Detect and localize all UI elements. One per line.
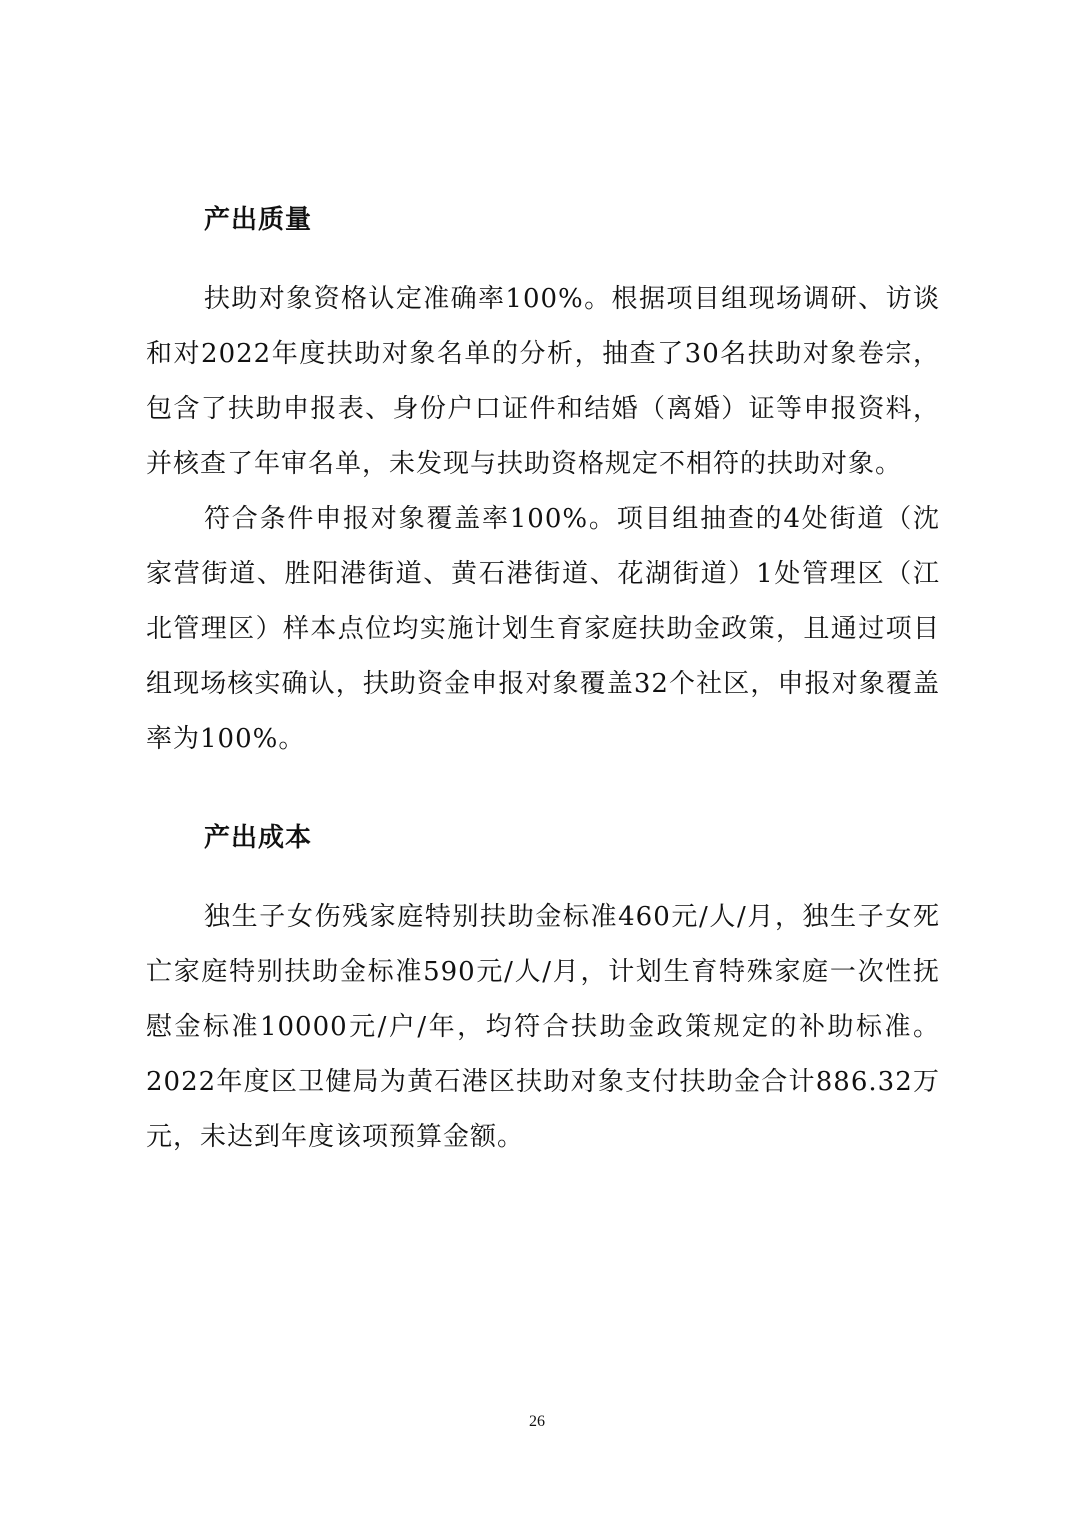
paragraph-subsidy-standards: 独生子女伤残家庭特别扶助金标准460元/人/月，独生子女死亡家庭特别扶助金标准590元/人/月，计划生育特殊家庭一次性抚慰金标准10000元/户/年，均符合扶助金政策规定的补助标准。2022年度区卫健局为黄石港区扶助对象支付扶助金合计886.32万元，未达到年度该项预算金额。 xyxy=(146,902,940,1152)
section-heading-output-cost: 产出成本 xyxy=(204,823,313,853)
paragraph-coverage-rate: 符合条件申报对象覆盖率100%。项目组抽查的4处街道（沈家营街道、胜阳港街道、黄石港街道、花湖街道）1处管理区（江北管理区）样本点位均实施计划生育家庭扶助金政策，且通过项目组现场核实确认，扶助资金申报对象覆盖32个社区，申报对象覆盖率为100%。 xyxy=(146,504,940,754)
section-heading-output-quality: 产出质量 xyxy=(204,205,313,235)
paragraph-eligibility-accuracy: 扶助对象资格认定准确率100%。根据项目组现场调研、访谈和对2022年度扶助对象名单的分析，抽查了30名扶助对象卷宗，包含了扶助申报表、身份户口证件和结婚（离婚）证等申报资料，并核查了年审名单，未发现与扶助资格规定不相符的扶助对象。 xyxy=(146,284,940,479)
page-number: 26 xyxy=(529,1413,545,1430)
